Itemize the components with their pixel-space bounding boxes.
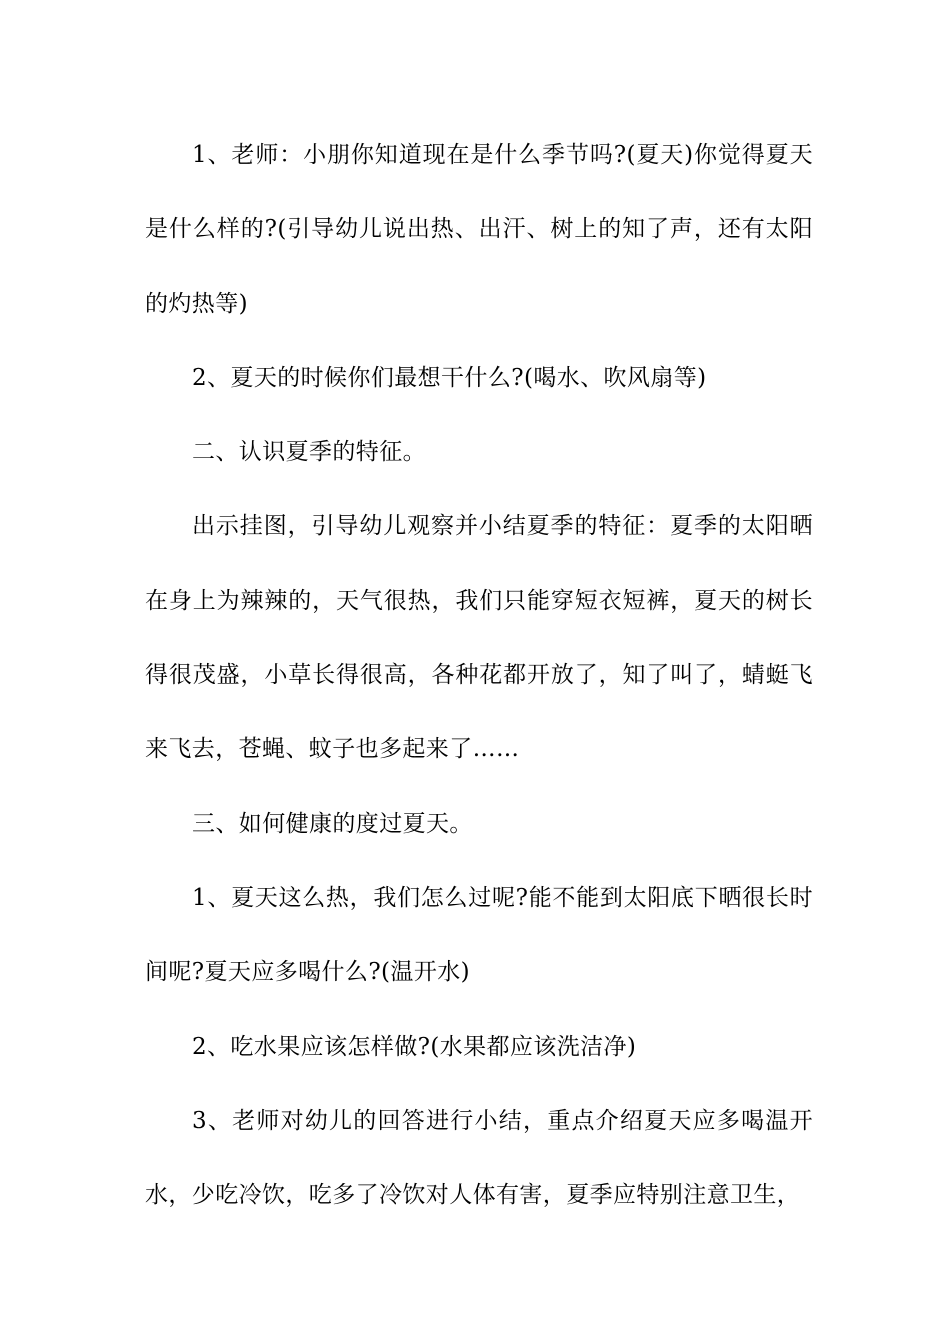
document-page	[145, 118, 813, 1232]
paragraph-2: 2、夏天的时候你们最想干什么?(喝水、吹风扇等)	[192, 364, 707, 391]
section-heading-3: 三、如何健康的度过夏天。	[192, 810, 473, 837]
paragraph-5: 2、吃水果应该怎样做?(水果都应该洗洁净)	[192, 1033, 637, 1060]
paragraph-3: 出示挂图，引导幼儿观察并小结夏季的特征：夏季的太阳晒在身上为辣辣的，天气很热，我们只能穿短衣短裤，夏天的树长得很茂盛，小草长得很高，各种花都开放了，知了叫了，蜻蜓飞来飞去，苍蝇、蚊子也多起来了……	[145, 513, 813, 763]
section-heading-2: 二、认识夏季的特征。	[192, 439, 426, 466]
paragraph-1: 1、老师：小朋你知道现在是什么季节吗?(夏天)你觉得夏天是什么样的?(引导幼儿说出热、出汗、树上的知了声，还有太阳的灼热等)	[145, 142, 813, 317]
paragraph-6: 3、老师对幼儿的回答进行小结，重点介绍夏天应多喝温开水，少吃冷饮，吃多了冷饮对人体有害，夏季应特别注意卫生，	[145, 1107, 813, 1209]
paragraph-4: 1、夏天这么热，我们怎么过呢?能不能到太阳底下晒很长时间呢?夏天应多喝什么?(温开水)	[145, 884, 813, 986]
